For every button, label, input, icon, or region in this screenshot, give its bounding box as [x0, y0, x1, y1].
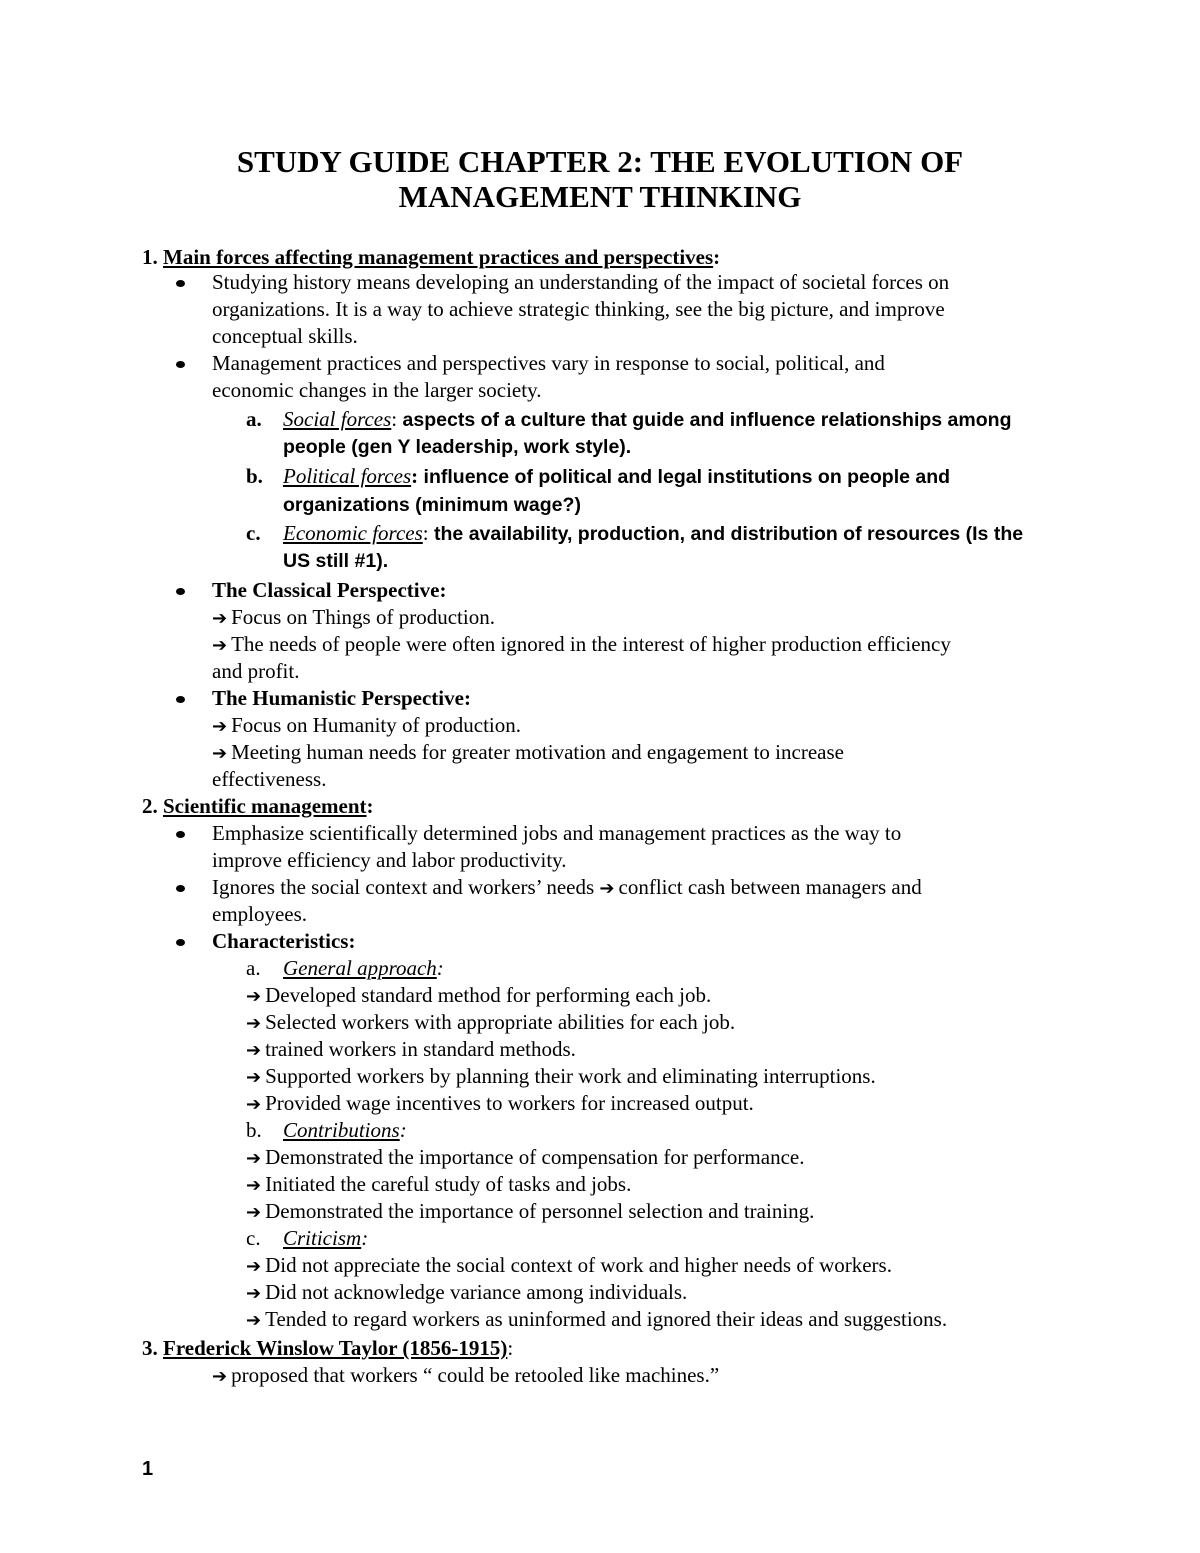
force-description-cont: organizations (minimum wage?) [283, 494, 581, 516]
bullet-text: organizations. It is a way to achieve strategic thinking, see the big picture, and improve [212, 297, 945, 321]
list-item [246, 1198, 814, 1226]
right-arrow-icon: ➔ [246, 1094, 262, 1115]
item-text: Developed standard method for performing each job. [265, 983, 712, 1007]
item-text: Supported workers by planning their work and eliminating interruptions. [265, 1064, 876, 1088]
taylor-point [212, 1362, 719, 1390]
bullet-icon [176, 885, 185, 892]
force-social [246, 406, 262, 433]
force-description: aspects of a culture that guide and influence relationships among [397, 409, 1012, 431]
list-item [246, 1063, 876, 1091]
classical-perspective-heading: The Classical Perspective: [212, 578, 447, 602]
list-item [246, 982, 711, 1010]
bullet-text: employees. [212, 902, 308, 926]
classical-point [212, 631, 951, 659]
force-sep: : [422, 521, 429, 545]
section-3-heading [142, 1335, 513, 1362]
classical-point-cont: and profit. [212, 659, 300, 683]
bullet-icon [176, 280, 185, 287]
humanistic-point [212, 739, 844, 767]
point-text: The needs of people were often ignored in the interest of higher production efficiency [231, 632, 951, 656]
point-text: Focus on Things of production. [231, 605, 495, 629]
subsection-letter: a. [246, 956, 261, 980]
right-arrow-icon: ➔ [212, 608, 228, 629]
section-2-heading [142, 793, 374, 820]
bullet-text-part: conflict cash between managers and [618, 875, 922, 899]
page-number: 1 [142, 1458, 154, 1480]
right-arrow-icon: ➔ [212, 1366, 228, 1387]
subsection-letter: b. [246, 1118, 262, 1142]
right-arrow-icon: ➔ [246, 1148, 262, 1169]
list-item [246, 1252, 892, 1280]
force-letter: b. [246, 464, 263, 488]
force-name: Social forces [283, 407, 392, 431]
force-description: influence of political and legal institutions on people and [418, 466, 951, 488]
document-title-line-2: MANAGEMENT THINKING [398, 179, 802, 214]
force-sep: : [391, 407, 398, 431]
bullet-text: conceptual skills. [212, 324, 358, 348]
right-arrow-icon: ➔ [599, 878, 615, 899]
right-arrow-icon: ➔ [246, 1202, 262, 1223]
force-name: Political forces [283, 464, 412, 488]
list-item [246, 1279, 687, 1307]
list-item [246, 1171, 631, 1199]
force-economic-text [283, 520, 1023, 548]
force-name: Economic forces [283, 521, 423, 545]
item-text: Provided wage incentives to workers for increased output. [265, 1091, 754, 1115]
point-text: Focus on Humanity of production. [231, 713, 521, 737]
humanistic-perspective-heading: The Humanistic Perspective: [212, 686, 471, 710]
force-social-text [283, 406, 1011, 434]
bullet-text: Emphasize scientifically determined jobs and management practices as the way to [212, 821, 902, 845]
right-arrow-icon: ➔ [212, 635, 228, 656]
contributions-label [283, 1117, 407, 1144]
bullet-icon [176, 939, 185, 946]
right-arrow-icon: ➔ [246, 986, 262, 1007]
point-text: proposed that workers “ could be retooled like machines.” [231, 1363, 720, 1387]
bullet-text-part: Ignores the social context and workers’ needs [212, 875, 595, 899]
force-description: the availability, production, and distribution of resources (Is the [428, 523, 1024, 545]
document-title-line-1: STUDY GUIDE CHAPTER 2: THE EVOLUTION OF [236, 144, 964, 179]
subsection-label: General approach [283, 956, 437, 980]
bullet-icon [176, 588, 185, 595]
subsection-colon: : [399, 1118, 407, 1142]
subsection-colon: : [361, 1226, 369, 1250]
item-text: Initiated the careful study of tasks and jobs. [265, 1172, 632, 1196]
force-letter: a. [246, 407, 262, 431]
classical-point [212, 604, 495, 632]
subsection-label: Contributions [283, 1118, 400, 1142]
subsection-label: Criticism [283, 1226, 362, 1250]
section-heading-text: Scientific management [163, 794, 367, 818]
force-political-text [283, 463, 950, 491]
characteristics-heading: Characteristics: [212, 929, 356, 953]
list-item [246, 1306, 947, 1334]
right-arrow-icon: ➔ [246, 1175, 262, 1196]
bullet-text [212, 874, 922, 902]
humanistic-point-cont: effectiveness. [212, 767, 327, 791]
bullet-text: economic changes in the larger society. [212, 378, 542, 402]
right-arrow-icon: ➔ [246, 1283, 262, 1304]
force-political [246, 463, 263, 490]
criticism-label [283, 1225, 368, 1252]
bullet-text: Management practices and perspectives vary in response to social, political, and [212, 351, 885, 375]
force-economic [246, 520, 261, 547]
item-text: trained workers in standard methods. [265, 1037, 576, 1061]
force-letter: c. [246, 521, 261, 545]
list-item [246, 1090, 754, 1118]
force-description-cont: people (gen Y leadership, work style). [283, 436, 632, 458]
item-text: Did not appreciate the social context of work and higher needs of workers. [265, 1253, 892, 1277]
bullet-text: Studying history means developing an understanding of the impact of societal forces on [212, 270, 950, 294]
bullet-icon [176, 696, 185, 703]
section-heading-text: Frederick Winslow Taylor (1856-1915) [163, 1336, 508, 1360]
right-arrow-icon: ➔ [246, 1013, 262, 1034]
item-text: Did not acknowledge variance among individuals. [265, 1280, 688, 1304]
humanistic-point [212, 712, 521, 740]
right-arrow-icon: ➔ [246, 1067, 262, 1088]
section-number: 2. [142, 794, 158, 818]
section-number: 1. [142, 245, 158, 269]
right-arrow-icon: ➔ [212, 743, 228, 764]
bullet-icon [176, 831, 185, 838]
point-text: Meeting human needs for greater motivation and engagement to increase [231, 740, 844, 764]
item-text: Demonstrated the importance of personnel selection and training. [265, 1199, 815, 1223]
item-text: Demonstrated the importance of compensation for performance. [265, 1145, 805, 1169]
force-sep: : [411, 464, 419, 488]
list-item [246, 1009, 735, 1037]
list-item [246, 1036, 576, 1064]
section-heading-text: Main forces affecting management practices and perspectives [163, 245, 714, 269]
subsection-letter: c. [246, 1226, 261, 1250]
general-approach-label [283, 955, 444, 982]
right-arrow-icon: ➔ [246, 1256, 262, 1277]
list-item [246, 1144, 804, 1172]
section-colon: : [366, 794, 374, 818]
subsection-colon: : [436, 956, 444, 980]
bullet-icon [176, 361, 185, 368]
bullet-text: improve efficiency and labor productivity. [212, 848, 567, 872]
section-1-heading [142, 244, 720, 271]
item-text: Tended to regard workers as uninformed and ignored their ideas and suggestions. [265, 1307, 948, 1331]
section-number: 3. [142, 1336, 158, 1360]
right-arrow-icon: ➔ [212, 716, 228, 737]
right-arrow-icon: ➔ [246, 1310, 262, 1331]
item-text: Selected workers with appropriate abilities for each job. [265, 1010, 736, 1034]
force-description-cont: US still #1). [283, 550, 389, 572]
section-colon: : [713, 245, 721, 269]
right-arrow-icon: ➔ [246, 1040, 262, 1061]
section-colon: : [507, 1336, 514, 1360]
